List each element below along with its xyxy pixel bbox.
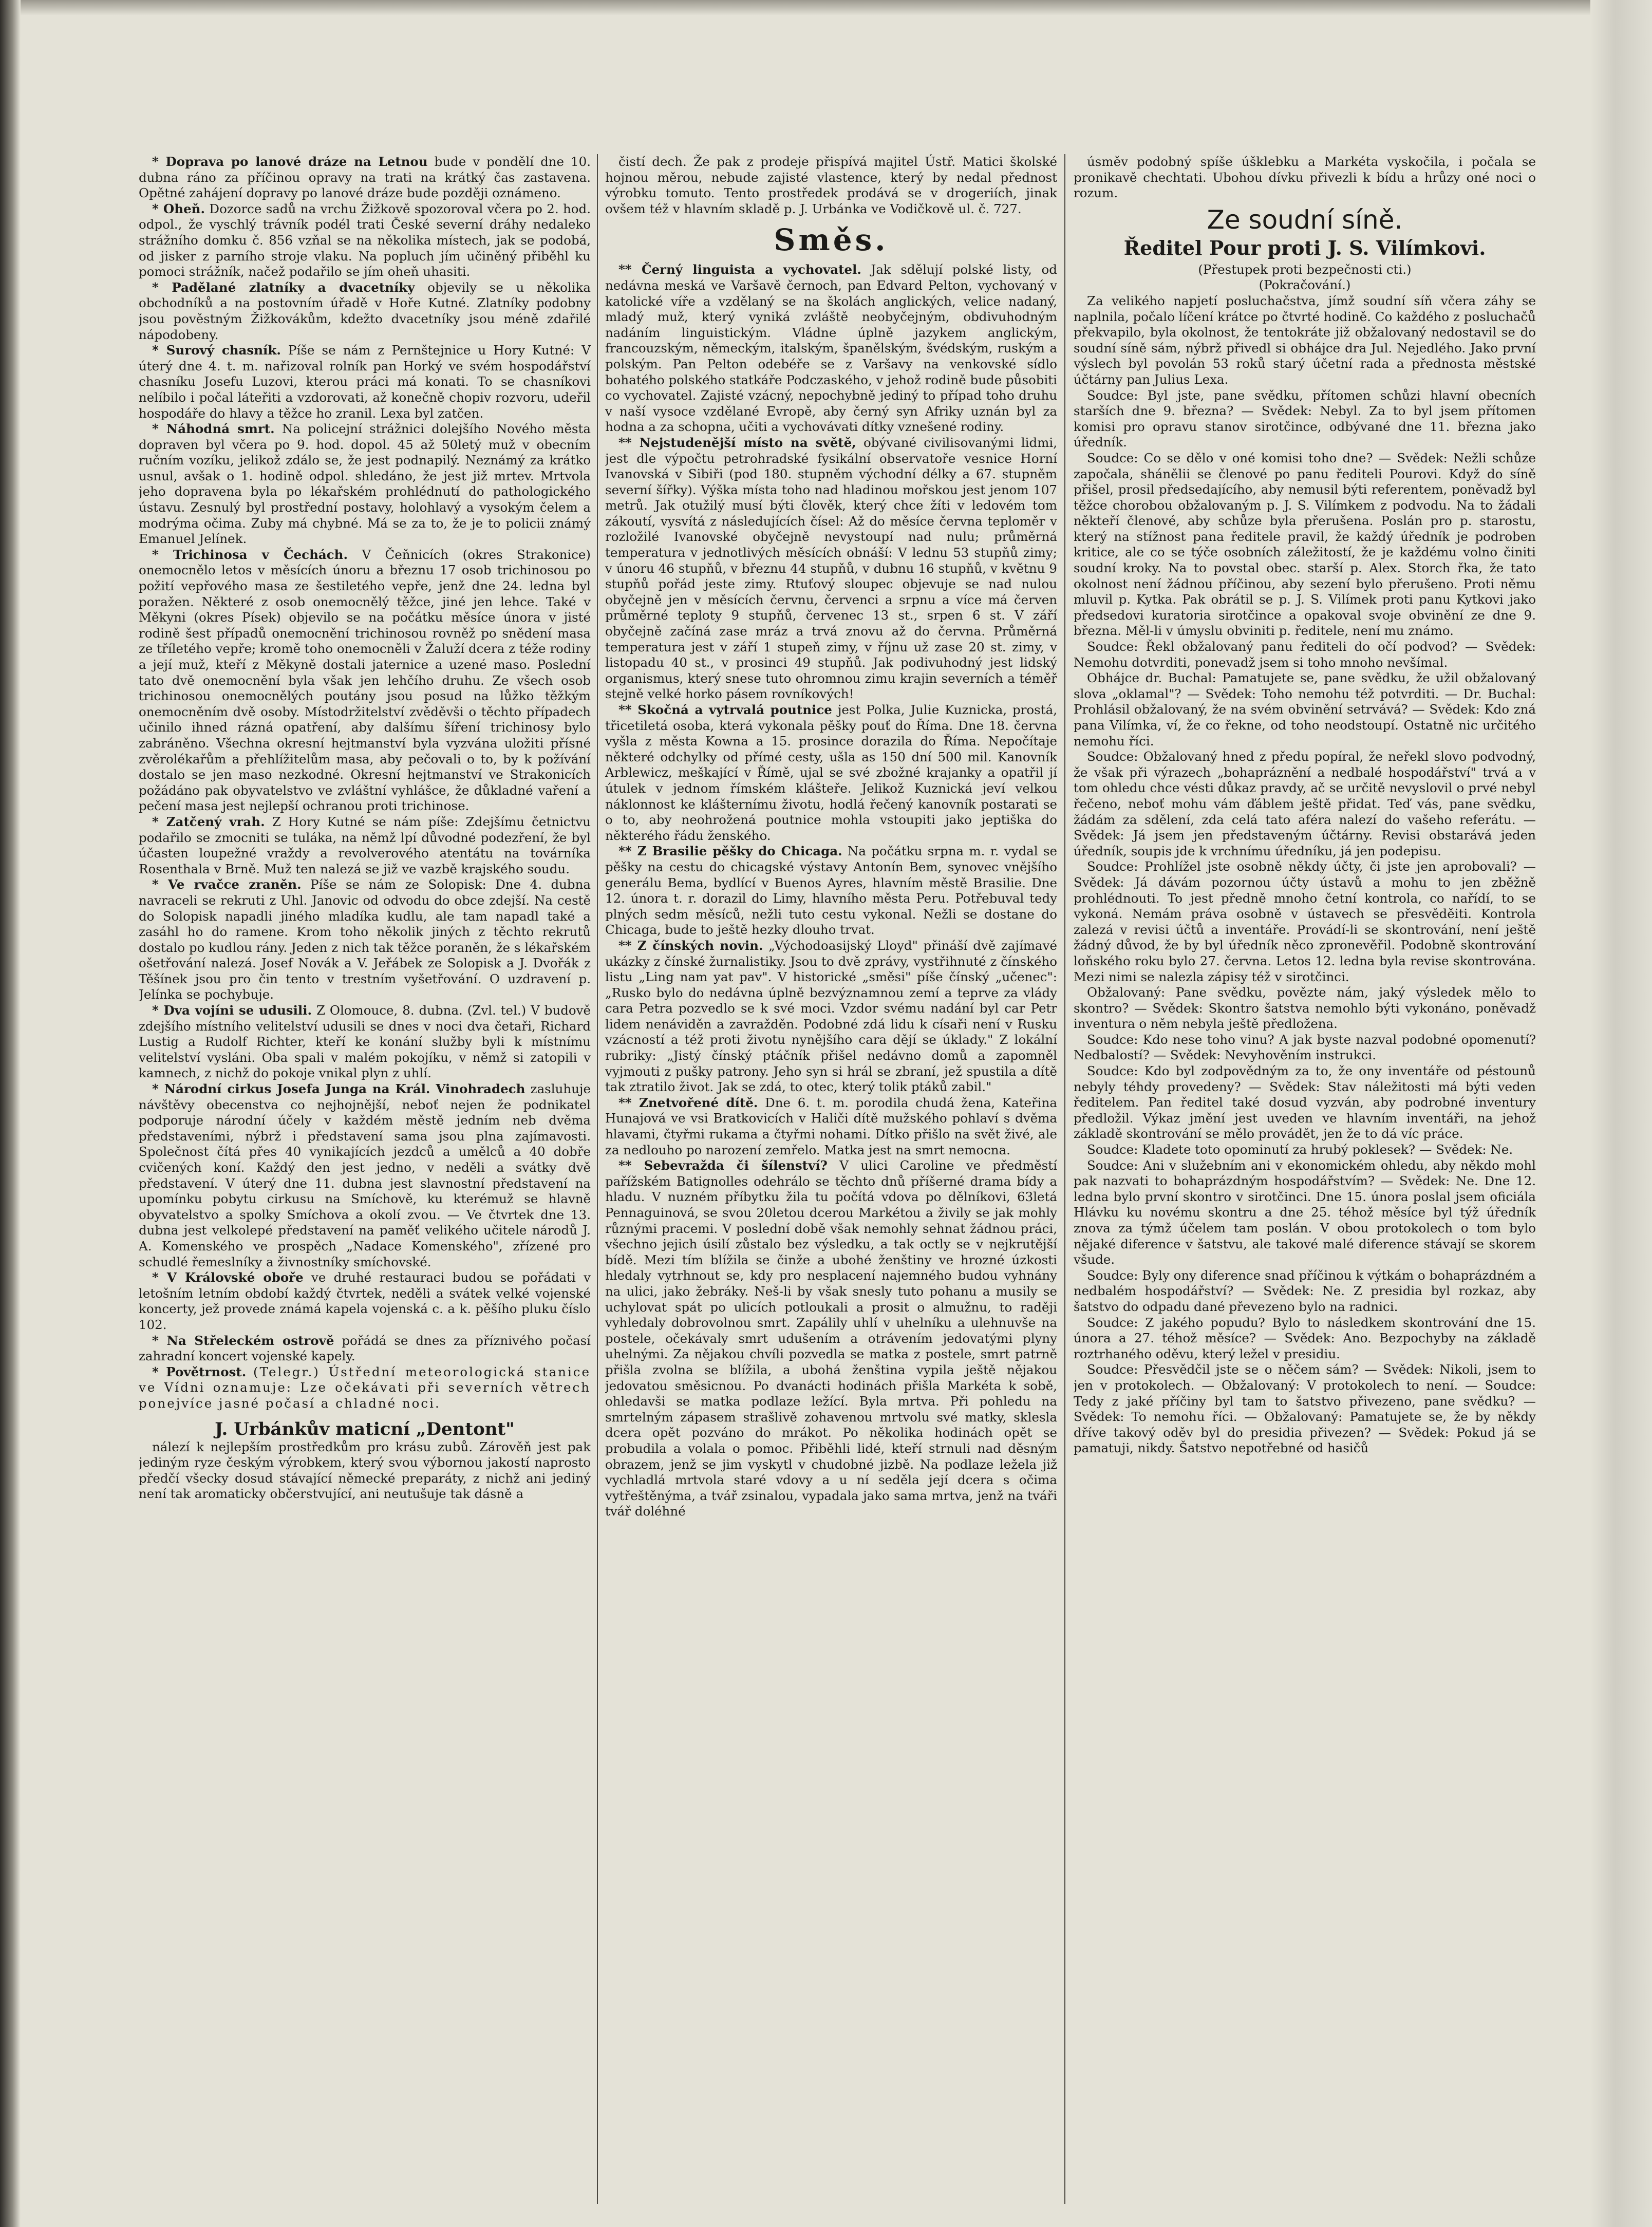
news-headline: ** Z Brasilie pěšky do Chicaga. xyxy=(618,844,842,859)
news-text: V ulici Caroline ve předměstí pařížském Batignolles odehrálo se těchto dnů příšerné drama bídy a hladu. V nuzném příbytku žila tu počítá vdova po dělníkovi, 63letá Pennaguinová, se svou 20letou dcerou Markétou a živily se jak mohly různými pracemi. V poslední době však nemohly sehnat žádnou práci, všechno jejich úsilí zůstalo bez výsledku, a tak octly se v nejkrutější bídě. Mezi tím blížila se činže a ubohé ženštiny ve hrozné úzkosti hledaly vytrhnout se, kdy pro nesplacení najemného budou vyhnány na ulici, jako žebráky. Neš-li by však snesly tuto pohanu a musily se uchylovat spát po ulicích potloukali a prosit o almužnu, to raději vyhledaly dobrovolnou smrt. Zapálily uhlí v uhelníku a ulehnuvše na postele, očekávaly smrt udušením a otrávením jedovatými plyny uhelnými. Za nějakou chvíli pozvedla se matka z postele, smrt patrně přišla zvolna se blížila, a ubohá ženština vypila ještě nějakou jedovatou směsicnou. Po dvanácti hodinách přišla Markéta k sobě, ohledavši se matka podlaze ležící. Byla mrtva. Při pohledu na smrtelným zápasem strašlivě zohavenou mrtvolu své matky, sklesla dcera opět pozváno do mrákot. Po několika hodinách opět se probudila a volala o pomoc. Přiběhli lidé, kteří strnuli nad děsným obrazem, jenž se jim vyskytl v chudobné jizbě. Na podlaze ležela již vychladlá mrtvola staré vdovy a u ní seděla její dcera s očima vytřeštěnýma, a tvář zsinalou, vypadala jako sama mrtva, jenž na tváři tvář doléhné xyxy=(605,1158,1057,1519)
advert-text: nálezí k nejlepším prostředkům pro krásu zubů. Zárověň jest pak jediným ryze českým výrobkem, který svou výbornou jakostí naprosto předčí všecky dosud stávající německé preparáty, z nichž ani jediný není tak aromaticky občerstvující, ani neutušuje tak dásně a xyxy=(139,1439,591,1502)
case-continuation: (Pokračování.) xyxy=(1259,277,1351,293)
news-item xyxy=(139,1364,591,1412)
court-paragraph: Soudce: Obžalovaný hned z předu popíral, že neřekl slovo podvodný, že však při výrazech „bohapráznění a nedbalé hospodářství" trvá a v tom ohledu chce vésti důkaz pravdy, ač se určitě nevyslovil o prvé nebyl řečeno, neboť mohu vám ďáblem ještě přidat. Teď vás, pane svědku, žádám za sdělení, zda celá tato aféra nalezí do vašeho referátu. — Svědek: Já jsem jen představeným účtárny. Revisi obstarává jeden úředník, soupis jde k vrchnímu úředníku, já jen podepisu. xyxy=(1074,749,1536,858)
continued-text: úsměv podobný spíše úšklebku a Markéta vyskočila, i počala se pronikavě chechtati. Ubohou dívku přivezli k bídu a hrůzy oné noci o rozum. xyxy=(1074,154,1536,201)
news-headline: * Doprava po lanové dráze na Letnou xyxy=(152,154,428,169)
column-2 xyxy=(605,154,1057,2204)
news-text: Z Olomouce, 8. dubna. (Zvl. tel.) V budově zdejšího místního velitelství udusili se dnes v noci dva četaři, Richard Lustig a Rudolf Richter, kteří ke konání služby byli k místnímu velitelství vysláni. Oba spali v malém pokojíku, v němž si zatopili v kamnech, z nichž do pokoje vnikal plyn z uhlí. xyxy=(139,1003,591,1081)
news-headline: * Dva vojíni se udusili. xyxy=(152,1003,312,1018)
court-paragraph: Soudce: Kdo byl zodpovědným za to, že ony inventáře od péstounů nebyly téhdy provedeny? — Svědek: Stav náležitosti má býti veden ředitelem. Pan ředitel také dosud vyzván, aby podrobné inventury předložil. Výkaz jmění jest uveden ve hlavním inventáři, na jehož základě skontrování se mělo provádět, jen že to dá víc práce. xyxy=(1074,1063,1536,1141)
scan-edge-right xyxy=(1590,0,1652,2227)
court-paragraph: Soudce: Byly ony diference snad příčinou k výtkám o bohaprázdném a nedbalém hospodářství? — Svědek: Ne. Z presidia byl rozkaz, aby šatstvo do odpadu dané převezeno bylo na radnici. xyxy=(1074,1267,1536,1314)
news-item xyxy=(139,1270,591,1333)
news-text: objevily se u několika obchodníků a na postovním úřadě v Hoře Kutné. Zlatníky podobny jsou pověstným Žižkovákům, kdežto dvacetníky jsou méně zdařilé nápodobeny. xyxy=(139,279,591,342)
news-text: Jak sdělují polské listy, od nedávna meská ve Varšavě černoch, pan Edvard Pelton, vychovaný v katolické víře a vzdělaný se na školách anglických, velice nadaný, mladý muž, který vyniká zvláště neobyčejným, obdivuhodným nadáním linguistickým. Vládne úplně jazykem anglickým, francouzským, německým, italským, španělským, švédským, ruským a polským. Pan Pelton odebéře se z Varšavy na venkovské sídlo bohatého polského statkáře Podczaského, v jehož rodině bude působiti co vychovatel. Zajisté vzácný, nepochybně jediný to případ toho druhu v naší vysoce vzdělané Evropě, aby černý syn Afriky uznán byl za hodna a za schopna, učiti a vychovávati dítky vznešené rodiny. xyxy=(605,262,1057,435)
news-headline: * Zatčený vrah. xyxy=(152,814,265,829)
news-item xyxy=(139,343,591,421)
court-paragraph: Soudce: Kdo nese toho vinu? A jak byste nazval podobné opomenutí? Nedbalostí? — Svědek: Nevyhověním instrukci. xyxy=(1074,1032,1536,1063)
case-subtitle: (Přestupek proti bezpečnosti cti.) xyxy=(1198,261,1412,277)
news-text: zasluhuje návštěvy obecenstva co nejhojnější, neboť nejen že podnikatel podporuje národní účely v každém městě jedním neb dvěma představeními, nýbrž i představení sama jsou plna zajímavosti. Společnost čítá přes 40 vynikajících jezdců a umělců a 40 dobře cvičených koní. Každý den jest jedno, v neděli a svátky dvě představení. V úterý dne 11. dubna jest slavnostní představení na upomínku pobytu cirkusu na Smíchově, ku kterémuž se hlavně obyvatelstvo a spolky Smíchova a okolí zvou. — Ve čtvrtek dne 13. dubna jest velkolepé představení na paměť velikého učitele národů J. A. Komenského ve prospěch „Nadace Komenského", zřízené pro schudlé řemeslníky a živnostníky smíchovské. xyxy=(139,1081,591,1269)
column-rule xyxy=(597,154,598,2204)
news-headline: * Ve rvačce zraněn. xyxy=(152,877,302,892)
news-item xyxy=(605,938,1057,1095)
news-item xyxy=(139,421,591,547)
news-item xyxy=(139,814,591,877)
court-paragraph: Soudce: Co se dělo v oné komisi toho dne? — Svědek: Nežli schůze započala, shánělii se členové po panu řediteli Pourovi. Když do síně přišel, prosil předsedajícího, aby nemusil býti referentem, poněvadž byl těžce chorobou obžalovaným p. J. S. Vilímkem z podvodu. Na to žádali někteří členové, aby schůze byla přerušena. Poslán pro p. starostu, který na stížnost pana ředitele pravil, že každý úředník je podroben kritice, ale co se týče osobních záležitostí, že je každému volno činiti soudní kroky. Na to povstal obec. starší p. Alex. Storch řka, že tato okolnost není žádnou příčinou, aby sezení bylo přerušeno. Proti němu mluvil p. Kytka. Pak obrátil se p. J. S. Vilímek proti panu Kytkovi jako předsedovi kuratoria sirotčince a opakoval svoje obvinění ze dne 9. března. Měl-li v úmyslu obviniti p. ředitele, není mu známo. xyxy=(1074,450,1536,639)
column-1 xyxy=(139,154,591,2204)
news-item xyxy=(139,280,591,343)
section-title-court: Ze soudní síně. xyxy=(1207,204,1403,235)
advert-title: J. Urbánkův maticní „Dentont" xyxy=(215,1418,515,1439)
court-paragraph: Obžalovaný: Pane svědku, povězte nám, jaký výsledek mělo to skontro? — Svědek: Skontro šatstva nemohlo býti vykonáno, poněvadž inventura o něm nebyla ještě předložena. xyxy=(1074,985,1536,1032)
news-text: Dozorce sadů na vrchu Žižkově spozoroval včera po 2. hod. odpol., že vyschlý trávník podél trati České severní dráhy nedaleko strážního domku č. 856 vzňal se na několika místech, jak se podobá, od jisker z parního stroje vlaku. Na popluch jím učiněný přiběhl ku pomoci strážník, načež podařilo se jím oheň uhasiti. xyxy=(139,201,591,279)
court-paragraph: Soudce: Kladete toto opominutí za hrubý poklesek? — Svědek: Ne. xyxy=(1087,1142,1513,1157)
news-item xyxy=(605,702,1057,844)
news-text: Na počátku srpna m. r. vydal se pěšky na cestu do chicagské výstavy Antonín Bem, synovec vnějšího generálu Bema, bydlící v Buenos Ayres, hlavním městě Brasilie. Dne 12. února t. r. dorazil do Limy, hlavního města Peru. Potřebuval tedy plných sedm měsíců, nežli tuto cestu vykonal. Nežli se dostane do Chicaga, bude to ještě hezky dlouho trvat. xyxy=(605,844,1057,938)
news-headline: * Povětrnost. xyxy=(152,1364,247,1379)
news-item xyxy=(605,1158,1057,1520)
news-headline: ** Skočná a vytrvalá poutnice xyxy=(618,702,832,717)
news-text: Dne 6. t. m. porodila chudá žena, Kateřina Hunajová ve vsi Bratkovicích v Haliči dítě mužského pohlaví s dvěma hlavami, čtyřmi rukama a čtyřmi nohami. Dítko přišlo na svět živé, ale za nedlouho po narození zemřelo. Matka jest na smrt nemocna. xyxy=(605,1095,1057,1157)
news-headline: * V Královské oboře xyxy=(152,1270,304,1285)
court-paragraph: Obhájce dr. Buchal: Pamatujete se, pane svědku, že užil obžalovaný slova „oklamal"? — Svědek: Toho nemohu též potvrditi. — Dr. Buchal: Prohlásil obžalovaný, že na svém obvinění setrvává? — Svědek: Kdo zná pana Vilímka, ví, že co řekne, od toho neodstoupí. Ostatně nic určitého nemohu říci. xyxy=(1074,670,1536,748)
news-item xyxy=(139,1003,591,1081)
news-headline: ** Černý linguista a vychovatel. xyxy=(618,262,861,277)
news-item xyxy=(139,877,591,1003)
court-paragraph: Soudce: Z jakého popudu? Bylo to následkem skontrování dne 15. února a 27. téhož měsíce? — Svědek: Ano. Bezpochyby na základě roztrhaného oděvu, který ležel v presidiu. xyxy=(1074,1315,1536,1361)
column-rule xyxy=(1064,154,1065,2204)
news-item xyxy=(139,154,591,201)
news-headline: * Padělané zlatníky a dvacetníky xyxy=(152,279,415,295)
news-item xyxy=(139,1081,591,1270)
news-headline: * Národní cirkus Josefa Junga na Král. Vinohradech xyxy=(152,1081,525,1097)
court-paragraph: Soudce: Přesvědčil jste se o něčem sám? — Svědek: Nikoli, jsem to jen v protokolech. — Obžalovaný: V protokolech to není. — Soudce: Tedy z jaké příčiny byl tam to šatstvo přivezeno, pane svědku? — Svědek: To nemohu říci. — Obžalovaný: Pamatujete se, že by někdy dříve takový oděv byl do presidia přivezen? — Svědek: Pokud já se pamatuji, nikdy. Šatstvo nepotřebné od hasičů xyxy=(1074,1362,1536,1456)
news-item xyxy=(605,262,1057,435)
news-text: Píše se nám ze Solopisk: Dne 4. dubna navraceli se rekruti z Uhl. Janovic od odvodu do obce zdejší. Na cestě do Solopisk napadli jiného mladíka kudlu, ale tam napadl také a zasáhl ho do ramene. Krom toho několik jiných z těchto rekrutů dostalo po kudlou rány. Jeden z nich tak těžce poraněn, že s lékařském ošetřování nalezá. Josef Novák a V. Jeřábek ze Solopisk a J. Dvořák z Těšínek jsou pro čin tento v trestním vyšetřování. O uzdravení p. Jelínka se pochybuje. xyxy=(139,877,591,1002)
news-item xyxy=(605,844,1057,938)
news-item xyxy=(139,201,591,280)
news-text: (Telegr.) Ústřední meteorologická stanice ve Vídni oznamuje: Lze očekávati při severních větrech ponejvíce jasné počasí a chladné noci. xyxy=(139,1364,591,1411)
court-paragraph: Soudce: Ani v služebním ani v ekonomickém ohledu, aby někdo mohl pak nazvati to bohaprázdným hospodářstvím? — Svědek: Ne. Dne 12. ledna bylo první skontro v sirotčinci. Dne 15. února poslal jsem oficiála Hlávku ku novému skontru a dne 25. téhož měsíce byl týž úředník znova za týmž účelem tam poslán. V obou protokolech o tom bylo nějaké diference v šatstvu, ale takové malé diference stávají se skorem všude. xyxy=(1074,1157,1536,1267)
news-headline: ** Nejstudenější místo na světě, xyxy=(618,435,856,450)
news-text: Na policejní strážnici dolejšího Nového města dopraven byl včera po 9. hod. dopol. 45 až 50letý muž v obecním ručním vozíku, jelikož zdálo se, že jest podnapilý. Neznámý za krátko usnul, avšak o 1. hodině odpol. shledáno, že jest již mrtev. Mrtvola jeho dopravena byla po lékařském prohlédnutí do pathologického ústavu. Zesnulý byl prostřední postavy, holohlavý a vysokým čelem a modrýma očima. Zuby má chybné. Má se za to, že je to policii známý Emanuel Jelínek. xyxy=(139,421,591,547)
court-paragraph: Soudce: Řekl obžalovaný panu řediteli do očí podvod? — Svědek: Nemohu dotvrditi, ponevadž jsem si toho mnoho nevšímal. xyxy=(1074,639,1536,670)
court-paragraph: Soudce: Prohlížel jste osobně někdy účty, či jste jen aprobovali? — Svědek: Já dávám pozornou účty ústavů a mohu to jen zběžně prohlédnouti. To jest předně mnoho četní kontrola, co nařídí, to se vykoná. Nemám práva osobně v ústavech se přesvěděiti. Kontrola zalezá v revisi účtů a inventáře. Provádí-li se skontrování, není ještě žádný důvod, že by byl úředník něco zpronevěřil. Podobně skontrování loňského roku bylo 27. června. Letos 12. ledna byla revise skontrována. Mezi nimi se nalezla zápisy též v sirotčinci. xyxy=(1074,859,1536,984)
news-text: Píše se nám z Pernštejnice u Hory Kutné: V úterý dne 4. t. m. nařizoval rolník pan Horký ve svém hospodářství chasníku Josefu Luzovi, kterou práci má konati. To se chasníkovi nelíbilo i počal láteřiti a vzdorovati, až konečně chopiv rozvoru, udeřil hospodáře do hlavy a těžce ho zranil. Lexa byl zatčen. xyxy=(139,343,591,421)
section-title-smes: Směs. xyxy=(774,222,889,258)
scan-edge-top xyxy=(0,0,1652,15)
news-item xyxy=(139,1333,591,1364)
news-text: obývané civilisovanými lidmi, jest dle výpočtu petrohradské fysikální observatoře vesnice Horní Ivanovská v Sibiři (pod 180. stupněm východní délky a 67. stupněm severní šířky). Výška místa toho nad hladinou mořskou jest jenom 107 metrů. Jak otužilý musí býti člověk, který chce žíti v ledovém tom zákoutí, vysvítá z následujících čísel: Až do měsíce června teploměr v rozložilé Ivanovské obyčejně nevystoupí nad nulu; průměrná temperatura v jednotlivých měsících obnáší: V lednu 53 stupňů zimy; v únoru 46 stupňů, v březnu 44 stupňů, v dubnu 16 stupňů, v květnu 9 stupňů pořád jeste zimy. Rtuťový sloupec objevuje se nad nulou obyčejně jen v měsících červnu, červenci a srpnu a více má červen průměrné teploty 9 stupňů, červenec 13 st., srpen 6 st. V září obyčejně začíná zase mráz a trvá znovu až do června. Průměrná temperatura jest v září 1 stupeň zimy, v říjnu už zase 20 st. zimy, v listopadu 40 st., v prosinci 49 stupňů. Jak podivuhodný jest lidský organismus, který snese tuto ohromnou zimu krajin severních a téměř stejně velké horko pásem rovníkových! xyxy=(605,435,1057,702)
continued-text: čistí dech. Že pak z prodeje přispívá majitel Ústř. Matici školské hojnou měrou, nebude zajisté vlastence, který by nedal přednost výrobku tomuto. Tento prostředek prodává se v drogeriích, jinak ovšem též v hlavním skladě p. J. Urbánka ve Vodičkově ul. č. 727. xyxy=(605,154,1057,216)
news-text: ve druhé restauraci budou se pořádati v letošním letním období každý čtvrtek, neděli a svátek velké vojenské koncerty, jež provede známá kapela vojenská c. a k. pěšího pluku číslo 102. xyxy=(139,1270,591,1332)
case-title: Ředitel Pour proti J. S. Vilímkovi. xyxy=(1123,236,1486,259)
news-headline: ** Sebevražda či šílenství? xyxy=(618,1158,828,1173)
court-paragraph: Za velikého napjetí posluchačstva, jímž soudní síň včera záhy se naplnila, počalo líčení krátce po čtvrté hodině. Co každého z posluchačů překvapilo, byla okolnost, že tentokráte již obžalovaný nedostavil se do soudní síně sám, nýbrž přivedl si obhájce dra Jul. Nejedlého. Jako první výslech byl povolán 53 roků starý účetní rada a přednosta městské účtárny pan Julius Lexa. xyxy=(1074,293,1536,387)
news-text: Z Hory Kutné se nám píše: Zdejšímu četnictvu podařilo se zmocniti se tuláka, na němž lpí důvodné podezření, že byl účasten loupežné vraždy a revolverového atentátu na továrníka Rosenthala v Brně. Muž ten nalezá se již ve vazbě krajského soudu. xyxy=(139,814,591,876)
column-3 xyxy=(1074,154,1536,2204)
news-headline: ** Znetvořené dítě. xyxy=(618,1095,758,1110)
news-headline: * Surový chasník. xyxy=(152,343,281,358)
news-headline: * Trichinosa v Čechách. xyxy=(152,547,348,562)
news-text: „Východoasijský Lloyd" přináší dvě zajímavé ukázky z čínské žurnalistiky. Jsou to dvě zprávy, vystřihnuté z čínského listu „Ling nam yat pav". V historické „směsi" píše čínský „učenec": „Rusko bylo do nedávna úplně bezvýznamnou zemí a teprve za vlády cara Petra pozvedlo se k své moci. Vzdor svému nadání byl car Petr lidem nenáviděn a zavražděn. Podobné zdá lidu k císaři není v Rusku vzácností a též proti životu nynějšího cara dějí se úklady." Z lokální rubriky: „Jistý čínský ptáčník přišel nedávno domů a zapomněl vyjmouti z pušky patrony. Jeho syn si hrál se zbraní, jež spustila a dítě tak ztratilo život. Jak se zdá, to otec, který tolik ptáků zabil." xyxy=(605,938,1057,1095)
news-item xyxy=(605,435,1057,702)
court-paragraph: Soudce: Byl jste, pane svědku, přítomen schůzi hlavní obecních starších dne 9. března? — Svědek: Nebyl. Za to byl jsem přítomen komisi pro opravu stanov sirotčince, odbývané dne 11. března jako úředník. xyxy=(1074,387,1536,450)
news-headline: ** Z čínských novin. xyxy=(618,938,763,953)
scan-edge-left xyxy=(0,0,21,2227)
news-text: V Čeňnicích (okres Strakonice) onemocnělo letos v měsících únoru a březnu 17 osob trichinosou po požití vepřového masa ze šestiletého vepře, jenž dne 24. ledna byl poražen. Některé z osob onemocnělý těžce, jiné jen lehce. Také v Měkyni (okres Písek) objevilo se na počátku měsíce února v jisté rodině šest případů onemocnění trichinosou rovněž po snědení masa ze tříletého vepře; kromě toho onemocněli v Žaluží dcera z téže rodiny a její muž, kteří z Měkyně dostali jaternice a uzené maso. Poslední tato dvě onemocnění byla však jen lehčího druhu. Ze všech osob trichinosou onemocnělých poutány jsou posud na lůžko těžkým onemocněním dvě osoby. Místodržitelství zvěděvši o těchto případech učinilo ihned rázná opatření, aby dalšímu šíření trichinosy bylo zabráněno. Všechna okresní hejtmanství byla vyzvána uložiti přísné zvěrolékařům a přehlížitelům masa, aby pečovali o to, by k požívání dostalo se jen maso nezkodné. Okresní hejtmanství ve Strakonicích požádáno pak obyvatelstvo ve zvláštní vyhlášce, že důkladné vaření a pečení masa jest nejlepší ochranou proti trichinose. xyxy=(139,547,591,814)
news-item xyxy=(139,547,591,814)
news-item xyxy=(605,1095,1057,1158)
news-text: bude v pondělí dne 10. dubna ráno za příčinou opravy na trati na krátký čas zastavena. Opětné zahájení dopravy po lanové dráze bude později oznámeno. xyxy=(139,154,591,201)
news-text: jest Polka, Julie Kuznicka, prostá, třicetiletá osoba, která vykonala pěšky pouť do Říma. Dne 18. června vyšla z města Kowna a 15. prosince dorazila do Říma. Nepočítaje některé odchylky od přímé cesty, ušla as 150 dní 500 mil. Kanovník Arblewicz, meškající v Římě, ujal se své zbožné krajanky a opatřil jí útulek v jednom římském klášteře. Jelikož Kuznická jeví velkou náklonnost ke klášternímu životu, hodlá řečený kanovník postarati se o to, aby neohrožená poutnice mohla vstoupiti jako jeptiška do některého řádu ženského. xyxy=(605,702,1057,843)
news-headline: * Na Střeleckém ostrově xyxy=(152,1333,334,1348)
news-headline: * Oheň. xyxy=(152,201,205,216)
news-text: pořádá se dnes za příznivého počasí zahradní koncert vojenské kapely. xyxy=(139,1333,591,1364)
news-headline: * Náhodná smrt. xyxy=(152,421,275,437)
